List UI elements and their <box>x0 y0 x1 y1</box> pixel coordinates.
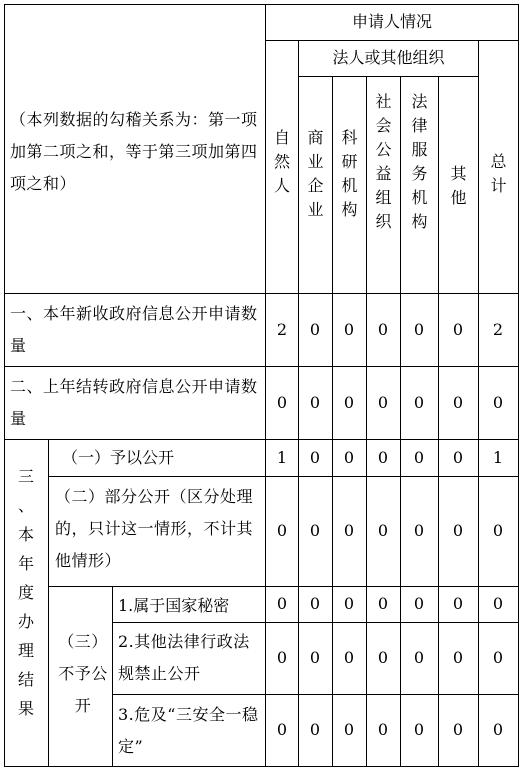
table-cell: 0 <box>492 594 504 613</box>
table-cell: 0 <box>343 720 355 739</box>
table-cell: 0 <box>377 521 389 540</box>
table-cell: 0 <box>452 448 464 467</box>
table-cell: 0 <box>343 320 355 339</box>
table-cell: 0 <box>452 648 464 667</box>
table-cell: 0 <box>377 320 389 339</box>
table-cell: 0 <box>413 594 425 613</box>
row-label-three-security: 3.危及“三安全一稳定” <box>118 705 259 756</box>
row-label-state-secret: 1.属于国家秘密 <box>118 596 230 615</box>
col-header-business: 商 业 企 业 <box>307 128 324 219</box>
header-note: （本列数据的勾稽关系为：第一项加第二项之和，等于第三项加第四项之和） <box>10 110 258 193</box>
table-cell: 0 <box>413 448 425 467</box>
row-label-disclosed: （一）予以公开 <box>62 448 175 467</box>
table-cell: 0 <box>377 720 389 739</box>
table-cell: 0 <box>492 393 504 412</box>
col-header-other: 其 他 <box>450 164 467 207</box>
table-cell: 0 <box>413 720 425 739</box>
table-cell: 0 <box>377 448 389 467</box>
table-cell: 0 <box>343 448 355 467</box>
table-cell: 0 <box>309 720 321 739</box>
table-cell: 2 <box>276 320 288 339</box>
table-cell: 0 <box>309 648 321 667</box>
col-header-public-welfare: 社 会 公 益 组 织 <box>375 92 392 231</box>
table-cell: 0 <box>413 521 425 540</box>
table-cell: 0 <box>492 720 504 739</box>
row-label-prohibited-by-law: 2.其他法律行政法规禁止公开 <box>118 632 250 683</box>
table-cell: 2 <box>492 320 504 339</box>
header-applicant-situation: 申请人情况 <box>351 12 432 31</box>
table-cell: 0 <box>276 720 288 739</box>
table-cell: 0 <box>309 320 321 339</box>
table-cell: 0 <box>309 448 321 467</box>
table-cell: 0 <box>276 648 288 667</box>
table-cell: 0 <box>343 521 355 540</box>
table-cell: 0 <box>377 393 389 412</box>
col-header-natural-person: 自 然 人 <box>273 128 290 195</box>
table-cell: 0 <box>492 648 504 667</box>
table-cell: 0 <box>343 594 355 613</box>
table-cell: 1 <box>276 448 288 467</box>
table-cell: 0 <box>452 521 464 540</box>
table-cell: 0 <box>276 521 288 540</box>
table-cell: 0 <box>413 393 425 412</box>
table-cell: 0 <box>377 648 389 667</box>
row-label-not-disclosed: （三）不予公开 <box>58 632 108 715</box>
section3-label: 三 、 本 年 度 办 理 结 果 <box>17 467 34 718</box>
table-cell: 0 <box>276 393 288 412</box>
table-cell: 0 <box>276 594 288 613</box>
row-label-carried-over: 二、上年结转政府信息公开申请数量 <box>10 377 258 428</box>
table-cell: 0 <box>492 521 504 540</box>
row-label-partially-disclosed: （二）部分公开（区分处理的，只计这一情形，不计其他情形） <box>55 487 254 570</box>
table-cell: 0 <box>309 393 321 412</box>
table-cell: 0 <box>452 320 464 339</box>
table-cell: 0 <box>309 521 321 540</box>
table-cell: 0 <box>452 720 464 739</box>
header-legal-or-other-org: 法人或其他组织 <box>332 48 445 67</box>
table-cell: 0 <box>413 320 425 339</box>
col-header-total: 总 计 <box>490 152 507 195</box>
table-cell: 0 <box>309 594 321 613</box>
table-cell: 0 <box>452 594 464 613</box>
table-cell: 0 <box>343 648 355 667</box>
table-cell: 0 <box>413 648 425 667</box>
table-cell: 0 <box>343 393 355 412</box>
table-cell: 0 <box>452 393 464 412</box>
col-header-legal-service: 法 律 服 务 机 构 <box>411 92 428 231</box>
col-header-research: 科 研 机 构 <box>341 128 358 219</box>
row-label-new-applications: 一、本年新收政府信息公开申请数量 <box>10 304 258 355</box>
table-cell: 0 <box>377 594 389 613</box>
table-cell: 1 <box>492 448 504 467</box>
